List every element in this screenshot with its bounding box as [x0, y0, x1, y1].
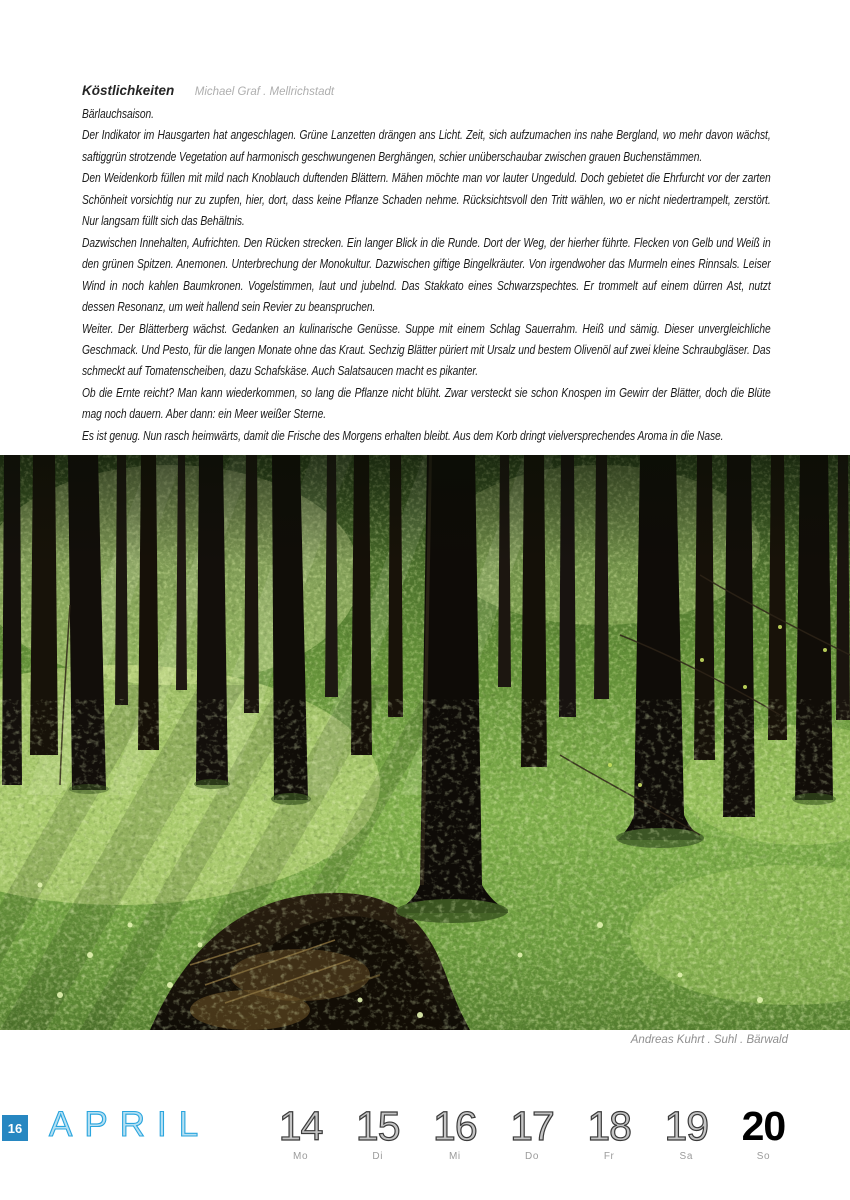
day-number: 17 [510, 1103, 554, 1149]
day-label: Di [372, 1151, 384, 1162]
day-cell [262, 1103, 339, 1162]
day-number: 18 [587, 1103, 631, 1149]
day-cell [416, 1103, 493, 1162]
day-cell [648, 1103, 725, 1162]
day-label: So [756, 1151, 771, 1162]
day-number: 15 [355, 1103, 400, 1149]
article-author-credit: Michael Graf . Mellrichstadt [194, 86, 335, 98]
article-paragraph: Der Indikator im Hausgarten hat angeschlagen. Grüne Lanzetten drängen ans Licht. Zeit, sich aufzumachen ins nahe Bergland, wo mehr davon wächst, saftiggrün strotzende Vegetation auf harmonisch geschwungenen Berghängen, schier unüberschaubar zwischen grauen Buchenstämmen. [82, 127, 771, 164]
photo-caption: Andreas Kuhrt . Suhl . Bärwald [630, 1034, 788, 1046]
day-cell [339, 1103, 416, 1162]
day-label: Fr [603, 1151, 615, 1162]
article-paragraph: Es ist genug. Nun rasch heimwärts, damit die Frische des Morgens erhalten bleibt. Aus dem Korb dringt vielversprechendes Aroma in die Nase. [82, 427, 724, 443]
day-number: 16 [433, 1103, 477, 1149]
day-number: 19 [664, 1103, 709, 1149]
article-paragraph: Den Weidenkorb füllen mit mild nach Knoblauch duftenden Blättern. Mähen möchte man vor lauter Ungeduld. Doch gebietet die Ehrfurcht vor der zarten Schönheit vorsichtig nur zu zupfen, hier, dort, dass keine Pflanze Schaden nehme. Rücksichtsvoll den Tritt wählen, wo er nicht niedertrampelt, zerstört. Nur langsam füllt sich das Behältnis. [82, 170, 771, 229]
article-header [82, 82, 770, 100]
day-cell-sunday [725, 1103, 802, 1162]
month-name: APRIL [49, 1105, 211, 1144]
article-body [82, 103, 771, 446]
article-paragraph: Weiter. Der Blätterberg wächst. Gedanken an kulinarische Genüsse. Suppe mit einem Schlag Sauerrahm. Heiß und sämig. Dieser unvergleichliche Geschmack. Und Pesto, für die langen Monate ohne das Kraut. Sechzig Blätter püriert mit Ursalz und bestem Olivenöl auf zwei kleine Schraubgläser. Das schmeckt auf Tomatenscheiben, dazu Schafskäse. Auch Salatsaucen macht es pikanter. [82, 320, 771, 379]
day-number: 14 [278, 1103, 323, 1149]
calendar-days-row [262, 1103, 802, 1162]
article-paragraph: Ob die Ernte reicht? Man kann wiederkommen, so lang die Pflanze nicht blüht. Zwar versteckt sie schon Knospen im Gewirr der Blätter, doch die Blüte mag noch dauern. Aber dann: ein Meer weißer Sterne. [82, 384, 771, 422]
day-number: 20 [741, 1103, 786, 1149]
day-label: Do [525, 1151, 539, 1162]
week-number-badge: 16 [2, 1115, 28, 1141]
day-label: Mo [293, 1151, 309, 1162]
article-paragraph: Bärlauchsaison. [82, 106, 154, 121]
day-cell [571, 1103, 648, 1162]
article-paragraph: Dazwischen Innehalten, Aufrichten. Den Rücken strecken. Ein langer Blick in die Runde. Dort der Weg, der hierher führte. Flecken von Gelb und Weiß in den grünen Spitzen. Anemonen. Unterbrechung der Monokultur. Dazwischen giftige Bingelkräuter. Von irgendwoher das Murmeln eines Rinnsals. Leiser Wind in noch kahlen Baumkronen. Vogelstimmen, laut und jubelnd. Das Stakkato eines Schwarzspechtes. Er trommelt auf einem dürren Ast, nutzt dessen Resonanz, um weit hallend sein Revier zu beanspruchen. [82, 234, 771, 315]
day-label: Sa [679, 1151, 693, 1162]
day-cell [493, 1103, 570, 1162]
forest-photo [0, 455, 850, 1030]
day-label: Mi [448, 1151, 461, 1162]
article-title: Köstlichkeiten [82, 83, 175, 98]
